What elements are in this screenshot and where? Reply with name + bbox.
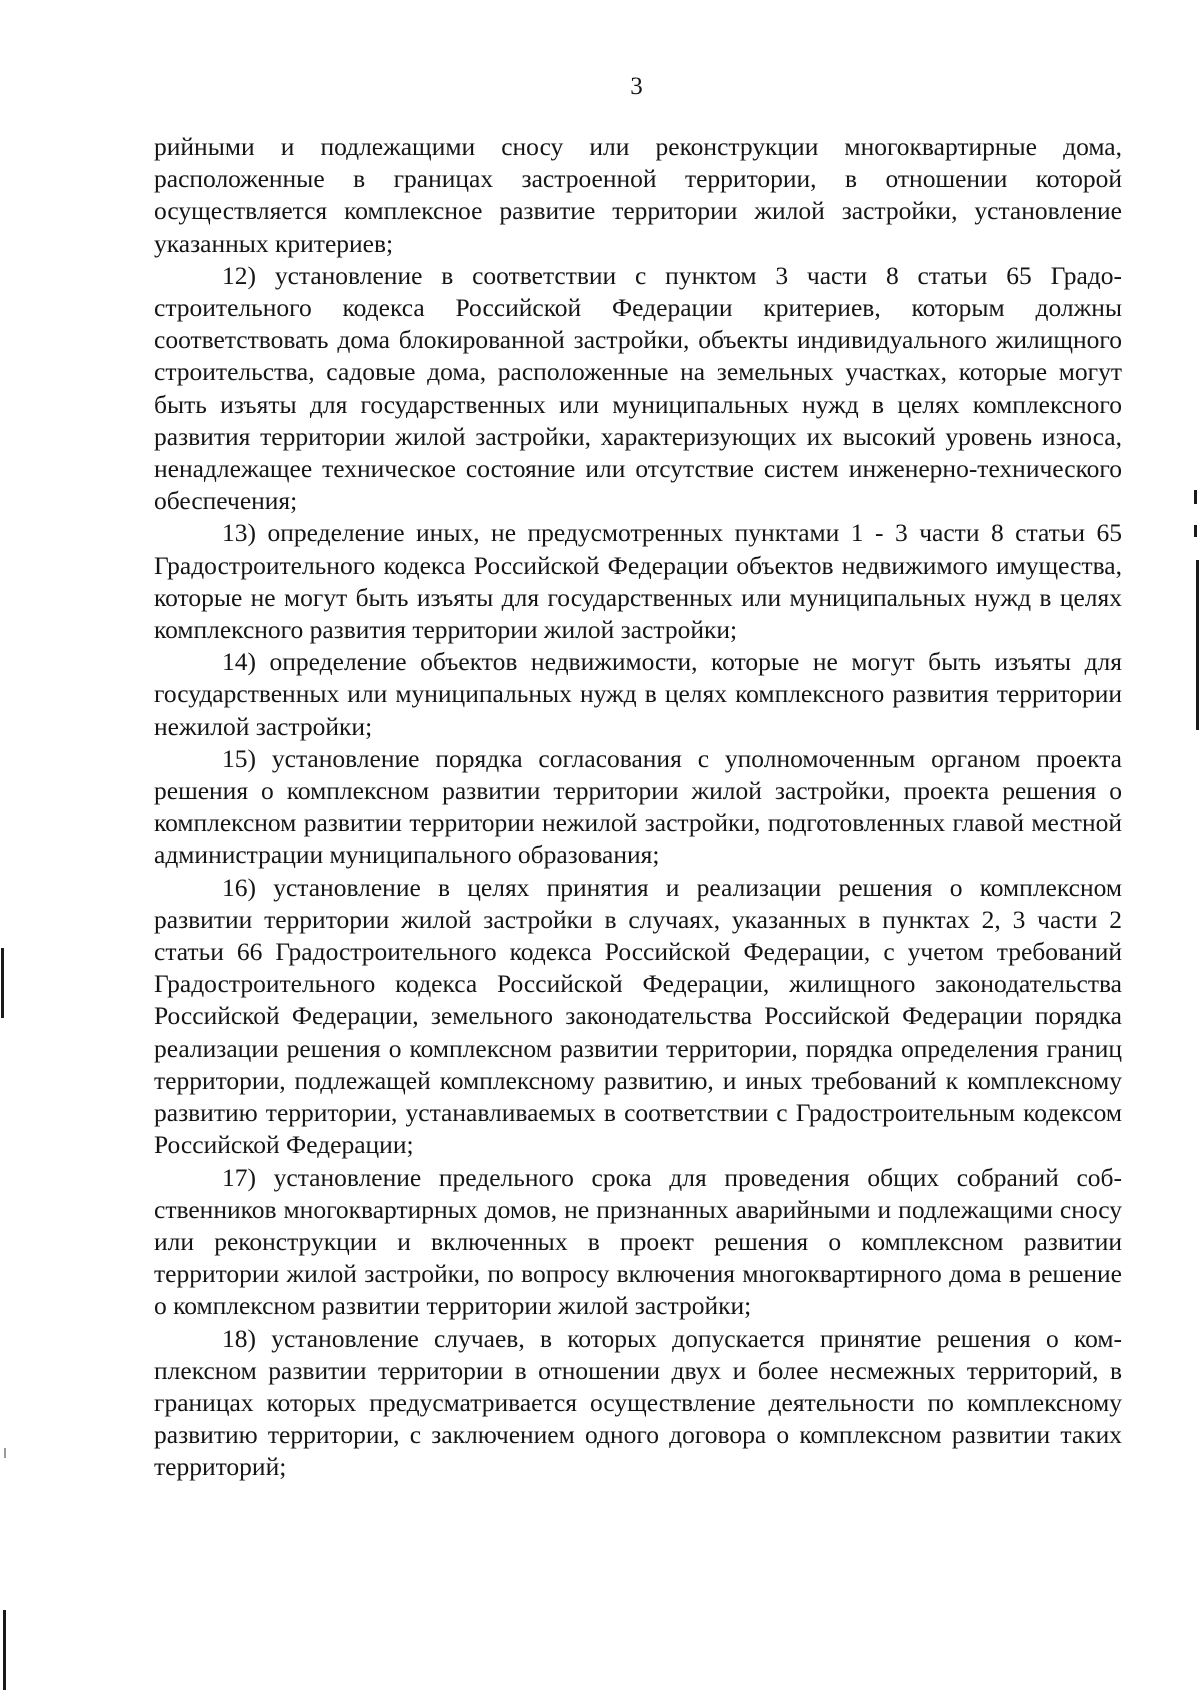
paragraph-item-15: 15) установление порядка согласования с уполномоченным органом проекта решения о комплексном развитии территории жилой застройки, проекта решения о комплексном развитии территории нежилой застройки, подготовленных главой местной администрации муниципального образования; — [154, 743, 1122, 870]
paragraph-item-12: 12) установление в соответствии с пунктом 3 части 8 статьи 65 Градостроительного кодекса Российской Федерации критериев, которым должны соответствовать дома блокированной застройки, объекты индивидуального жилищного строительства, садовые дома, расположенные на земельных участках, которые могут быть изъяты для государственных или муниципальных нужд в целях комплексного развития территории жилой застройки, характеризующих их высокий уровень износа, ненадлежащее техническое состояние или отсутствие систем инженерно-технического обеспечения; — [154, 260, 1122, 516]
scan-artifact-left — [3, 1610, 6, 1690]
paragraph-item-16: 16) установление в целях принятия и реализации решения о комплексном развитии территории жилой застройки в случаях, указанных в пунктах 2, 3 части 2 статьи 66 Градостроительного кодекса Российской Федерации, с учетом требований Градостроительного кодекса Российской Федерации, жилищного законодательства Российской Федерации, земельного законодательства Российской Федерации порядка реализации решения о комплексном развитии территории, порядка определения границ территории, подлежащей комплексному развитию, и иных требований к комплексному развитию территории, устанавливаемых в соответствии с Градостроительным кодексом Российской Федерации; — [154, 872, 1122, 1160]
scan-artifact-left — [1, 948, 4, 1018]
paragraph-item-17: 17) установление предельного срока для проведения общих собраний собственников многоквартирных домов, не признанных аварийными и подлежащими сносу или реконструкции и включенных в проект решения о комплексном развитии территории жилой застройки, по вопросу включения многоквартирного дома в решение о комплексном развитии территории жилой застройки; — [154, 1162, 1122, 1321]
scan-artifact-right — [1194, 525, 1197, 537]
scan-artifact-right — [1194, 490, 1197, 504]
paragraph-item-14: 14) определение объектов недвижимости, которые не могут быть изъяты для государственных или муниципальных нужд в целях комплексного развития территории нежилой застройки; — [154, 647, 1122, 741]
document-body — [154, 131, 1122, 1484]
scan-artifact-left — [4, 1448, 6, 1458]
page-number: 3 — [630, 73, 643, 100]
paragraph-item-18: 18) установление случаев, в которых допускается принятие решения о комплексном развитии территории в отношении двух и более несмежных территорий, в границах которых предусматривается осуществление деятельности по комплексному развитию территории, с заключением одного договора о комплексном развитии таких территорий; — [154, 1323, 1122, 1482]
scan-artifact-right — [1196, 560, 1199, 730]
paragraph-item-13: 13) определение иных, не предусмотренных пунктами 1 - 3 части 8 статьи 65 Градостроительного кодекса Российской Федерации объектов недвижимого имущества, которые не могут быть изъяты для государственных или муниципальных нужд в целях комплексного развития территории жилой застройки; — [154, 518, 1122, 645]
paragraph-continuation: рийными и подлежащими сносу или реконструкции многоквартирные дома, расположенные в границах застроенной территории, в отношении которой осуществляется комплексное развитие территории жилой застройки, установление указанных критериев; — [154, 132, 1122, 258]
